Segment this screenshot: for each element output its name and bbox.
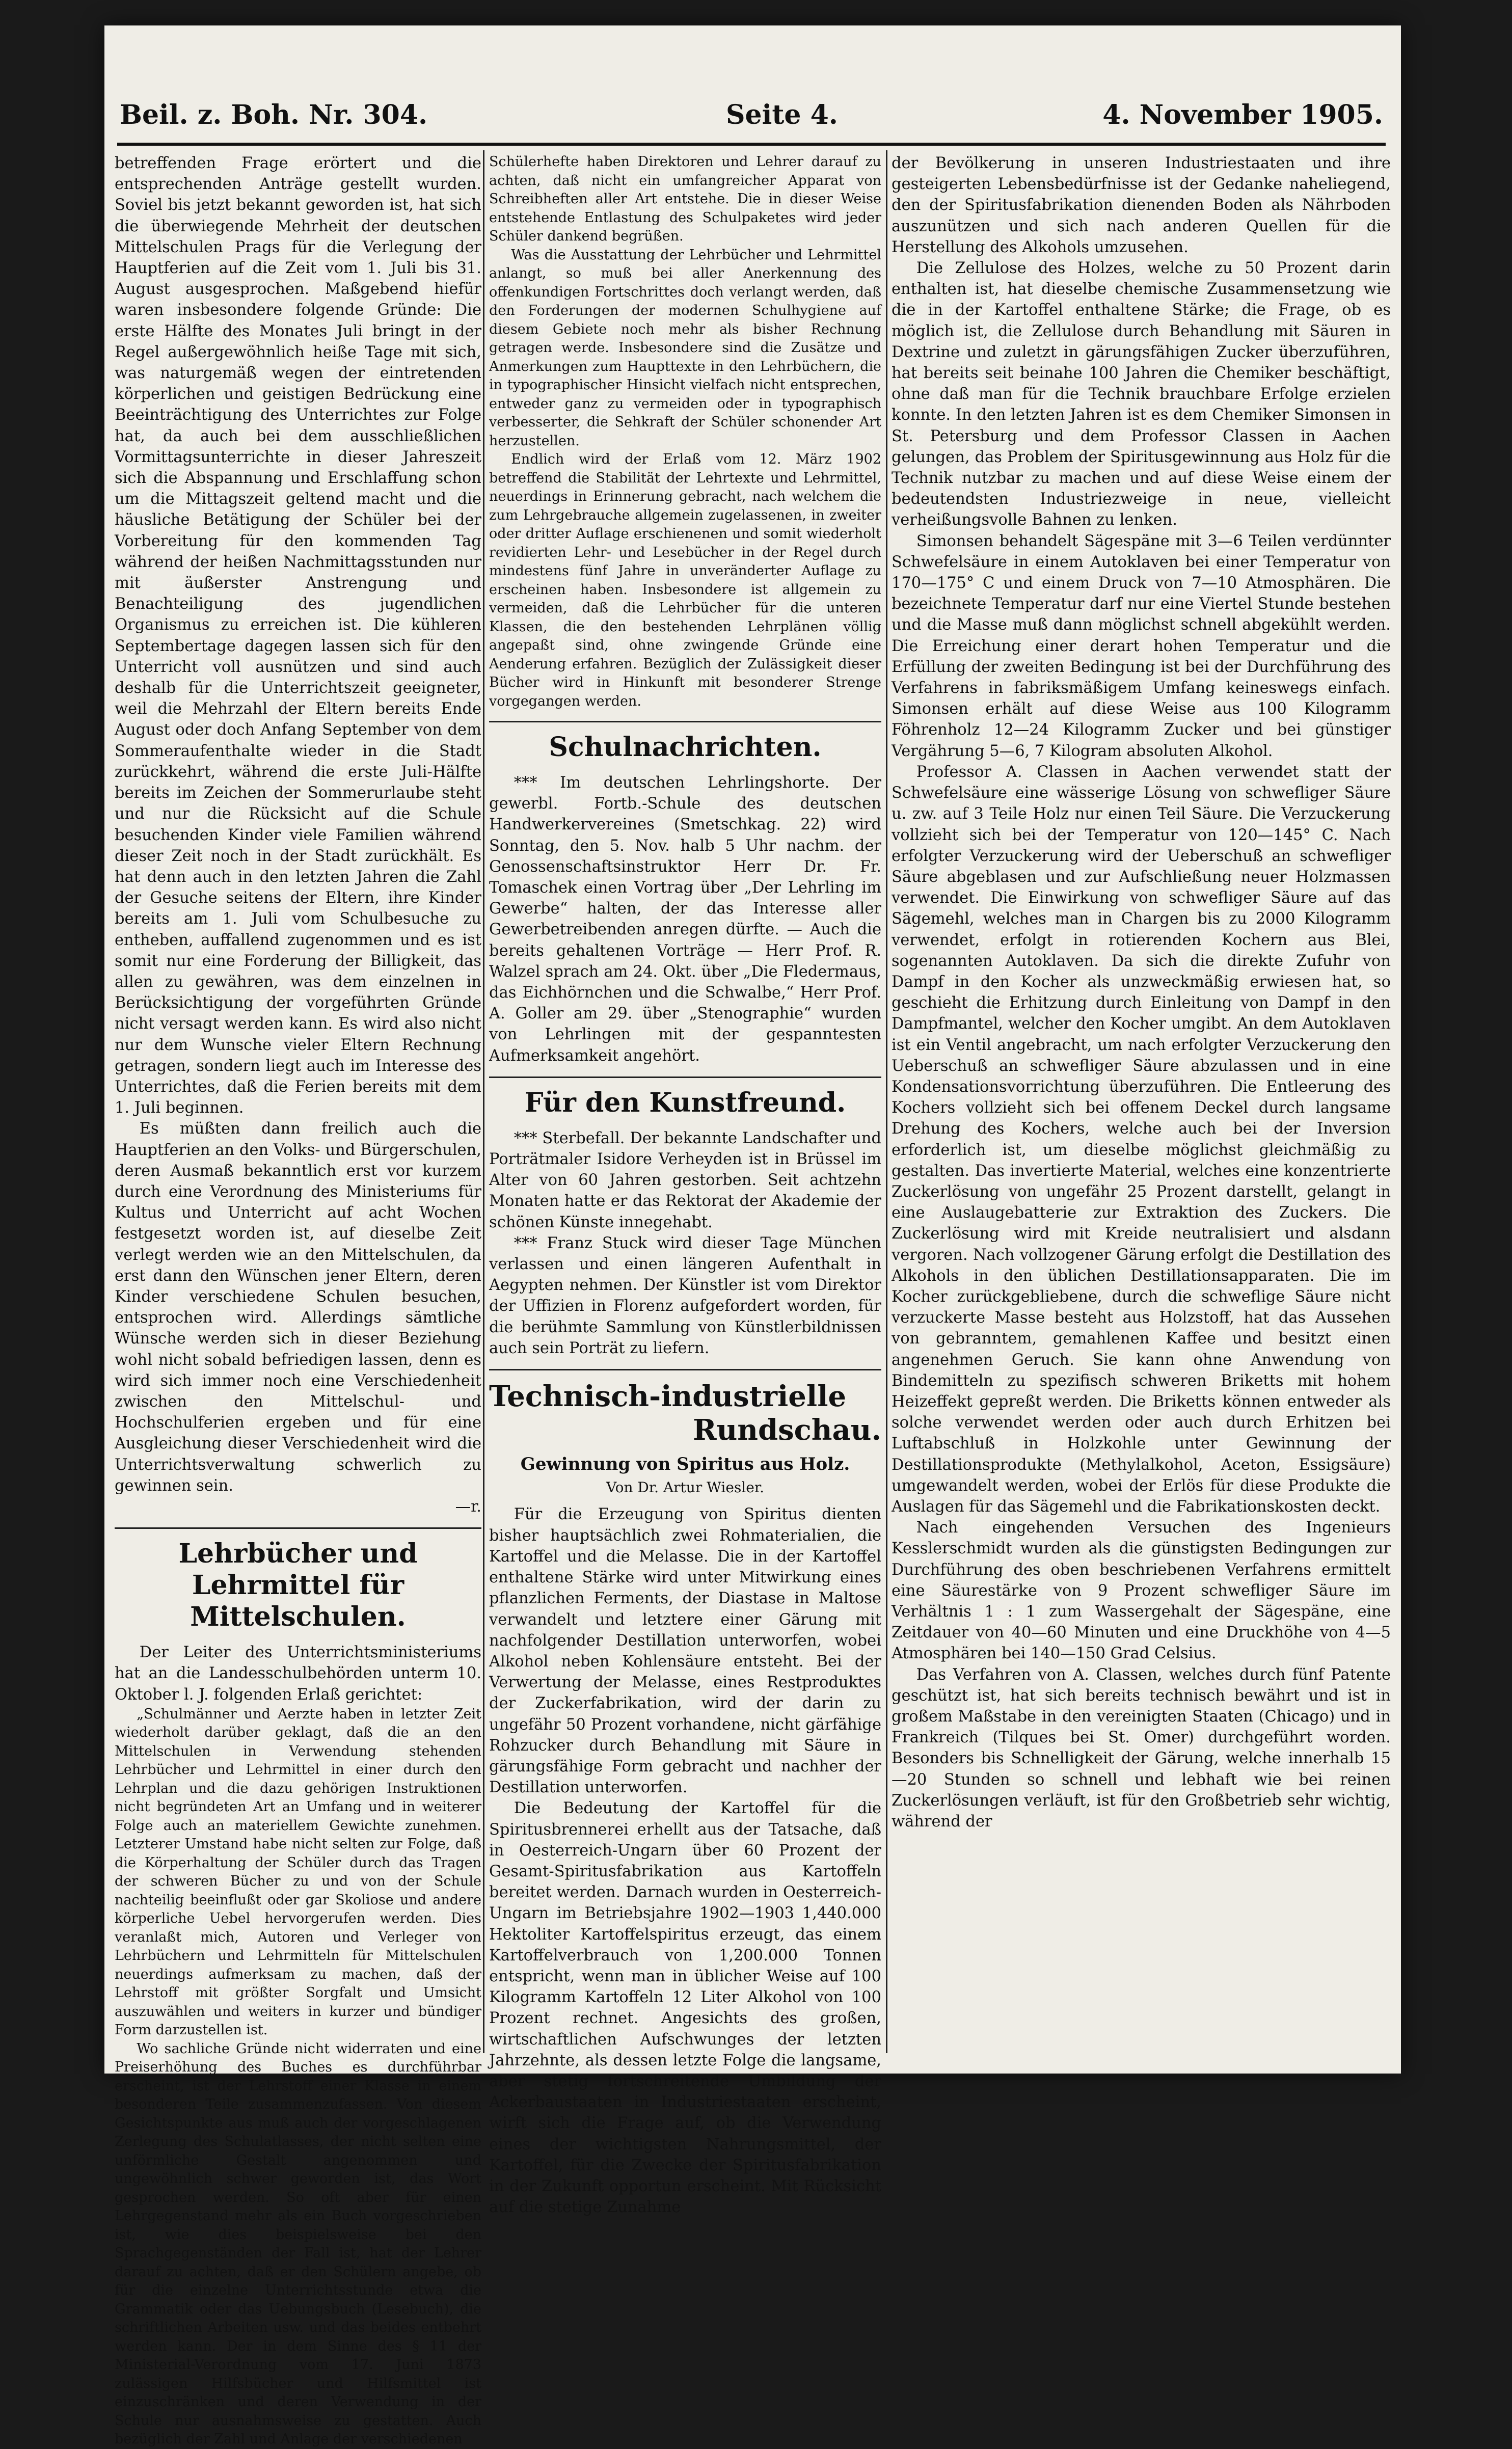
newspaper-page bbox=[104, 25, 1401, 2447]
news-item: *** Im deutschen Lehrlingshorte. Der gewerbl. Fortb.-Schule des deutschen Handwerkervereines (Smetschkag. 22) wird Sonntag, den 5. Nov. halb 5 Uhr nachm. der Genossenschaftsinstruktor Herr Dr. Fr. Tomaschek einen Vortrag über „Der Lehrling im Gewerbe“ halten, der das Interesse aller Gewerbetreibenden anregen dürfte. — Auch die bereits gehaltenen Vorträge — Herr Prof. R. Walzel sprach am 24. Okt. über „Die Fledermaus, das Eichhörnchen und die Schwalbe,“ Herr Prof. A. Goller am 29. über „Stenographie“ wurden von Lehrlingen mit der gespanntesten Aufmerksamkeit angehört. bbox=[489, 774, 881, 1065]
quoted-paragraph: Endlich wird der Erlaß vom 12. März 1902 betreffend die Stabilität der Lehrtexte und Lehrmittel, neuerdings in Erinnerung gebracht, nach welchem die zum Lehrgebrauche allgemein zugelassenen, in zweiter oder dritter Auflage erschienenen und somit wiederholt revidierten Lehr- und Lesebücher in der Regel durch mindestens fünf Jahre in unveränderter Auflage zu erscheinen haben. Insbesondere ist allgemein zu vermeiden, daß die Lehrbücher für die unteren Klassen, die den bestehenden Lehrplänen völlig angepaßt sind, ohne zwingende Gründe eine Aenderung erfahren. Bezüglich der Zulässigkeit dieser Bücher wird in Hinkunft mit besonderer Strenge vorgegangen werden. bbox=[489, 451, 881, 709]
column-divider-2 bbox=[886, 150, 887, 2053]
section-title-line-2: Rundschau. bbox=[693, 1413, 881, 1447]
article-author: Von Dr. Artur Wiesler. bbox=[606, 1479, 765, 1496]
article-paragraph: Das Verfahren von A. Classen, welches durch fünf Patente geschützt ist, hat sich bereits technisch bewährt und ist in großem Maßstabe in den vereinigten Staaten (Chicago) und in Frankreich (Tilques bei St. Omer) durchgeführt worden. Besonders bis Schnelligkeit der Gärung, welche innerhalb 15—20 Stunden so schnell und lebhaft wie bei reinen Zuckerlösungen verläuft, ist für den Großbetrieb sehr wichtig, während der bbox=[892, 1665, 1391, 1831]
section-title-kunstfreund: Für den Kunstfreund. bbox=[524, 1087, 846, 1118]
article-paragraph: der Bevölkerung in unseren Industriestaaten und ihre gesteigerten Lebensbedürfnisse ist der Gedanke naheliegend, den der Spiritusfabrikation dienenden Boden als Nährboden auszunützen und sich nach anderen Quellen für die Herstellung des Alkohols umzusehen. bbox=[892, 154, 1391, 256]
section-divider bbox=[489, 1369, 881, 1370]
header-date: 4. November 1905. bbox=[1102, 99, 1383, 130]
article-paragraph: Professor A. Classen in Aachen verwendet statt der Schwefelsäure eine wässerige Lösung von schwefliger Säure u. zw. auf 3 Teile Holz nur einen Teil Säure. Die Verzuckerung vollzieht sich bei der Temperatur von 120—145° C. Nach erfolgter Verzuckerung wird der Ueberschuß an schwefliger Säure abgeblasen und zur Aufschließung neuer Holzmassen verwendet. Die Einwirkung von schwefliger Säure auf das Sägemehl, welches man in Chargen bis zu 2000 Kilogramm verwendet, erfolgt in rotierenden Kochern aus Blei, sogenannten Autoklaven. Da sich die direkte Zufuhr von Dampf in den Kocher als unzweckmäßig erwiesen hat, so geschieht die Erhitzung durch Einleitung von Dampf in den Dampfmantel, welcher den Kocher umgibt. An dem Autoklaven ist ein Ventil angebracht, um nach erfolgter Verzuckerung den Ueberschuß an schwefliger Säure abzulassen und in eine Kondensationsvorrichtung überzuführen. Die Entleerung des Kochers vollzieht sich bei offenem Deckel durch langsame Drehung des Kochers, welche auch bei der Inversion erforderlich ist, um dieselbe möglichst gleichmäßig zu gestalten. Das invertierte Material, welches eine konzentrierte Zuckerlösung von ungefähr 25 Prozent darstellt, gelangt in eine Auslaugebatterie zur Extraktion des Zuckers. Die Zuckerlösung wird mit Kreide neutralisiert und alsdann vergoren. Nach vollzogener Gärung erfolgt die Destillation des Alkohols in den üblichen Destillationsapparaten. Die im Kocher zurückgebliebene, durch die schweflige Säure nicht verzuckerte Masse besteht aus Holzstoff, hat das Aussehen von gebranntem, gemahlenen Kaffee und besitzt einen angenehmen Geruch. Sie kann ohne Anwendung von Bindemitteln zu spezifisch schweren Briketts mit hohem Heizeffekt gepreßt werden. Die Briketts können entweder als solche verwendet werden oder auch durch Erhitzen bei Luftabschluß in Holzkohle unter Gewinnung der Destillationsprodukte (Methylalkohol, Aceton, Essigsäure) umgewandelt werden, wobei der Erlös für diese Produkte die Auslagen für das Sägemehl und die Fabrikationskosten deckt. bbox=[892, 763, 1391, 1516]
header-issue: Beil. z. Boh. Nr. 304. bbox=[120, 99, 428, 130]
quoted-paragraph: Schülerhefte haben Direktoren und Lehrer darauf zu achten, daß nicht ein umfangreicher Apparat von Schreibheften aller Art entstehe. Die in dieser Weise entstehende Entlastung des Schulpaketes wird jeder Schüler dankend begrüßen. bbox=[489, 154, 881, 244]
news-item: *** Franz Stuck wird dieser Tage München verlassen und einen längeren Aufenthalt in Aegypten nehmen. Der Künstler ist vom Direktor der Uffizien in Florenz aufgefordert worden, für die berühmte Sammlung von Künstlerbildnissen auch sein Porträt zu liefern. bbox=[489, 1234, 881, 1357]
article-paragraph: Die Zellulose des Holzes, welche zu 50 Prozent darin enthalten ist, hat dieselbe chemische Zusammensetzung wie die in der Kartoffel enthaltene Stärke; die Frage, ob es möglich ist, die Zellulose durch Behandlung mit Säuren in Dextrine und zuletzt in gärungsfähigen Zucker überzuführen, hat bereits seit beinahe 100 Jahren die Chemiker beschäftigt, ohne daß man für die Technik brauchbare Erfolge erzielen konnte. In den letzten Jahren ist es dem Chemiker Simonsen in St. Petersburg und dem Professor Classen in Aachen gelungen, das Problem der Spiritusgewinnung aus Holz für die Technik nutzbar zu machen und auf diese Weise einem der bedeutendsten Industriezweige in neue, vielleicht verheißungsvolle Bahnen zu lenken. bbox=[892, 259, 1391, 529]
article-subtitle: Gewinnung von Spiritus aus Holz. bbox=[520, 1454, 850, 1475]
section-title-rundschau bbox=[489, 1380, 881, 1447]
section-divider bbox=[115, 1527, 481, 1529]
column-2 bbox=[489, 153, 881, 2217]
quoted-paragraph: Wo sachliche Gründe nicht widerraten und eine Preiserhöhung des Buches es durchführbar erscheint, ist der Lehrstoff einer Klasse in einem besonderen Teile zusammenzufassen. Von diesem Gesichtspunkte aus muß auch der vorgeschlagenen Zerlegung des Schulatlasses, der nicht selten eine unförmliche Gestalt angenommen und ungewöhnlich schwer geworden ist, das Wort gesprochen werden. So oft aber für einen Lehrgegenstand mehr als ein Buch vorgeschrieben ist, wie dies beispielsweise bei den Sprachgegenständen der Fall ist, hat der Lehrer darauf zu achten, daß er den Schülern angebe, ob für die einzelne Unterrichtsstunde etwa die Grammatik oder das Uebungsbuch (Lesebuch), die schriftlichen Arbeiten usw. und das beides entbehrt werden kann. Der in dem Sinne des § 11 der Ministerial-Verordnung vom 17. Juni 1873 zulässigen Hilfsbücher und Hilfsmittel ist einzuschränken und deren Verwendung in der Schule nur ausnahmsweise zu gestatten. Auch bezüglich der Zahl und Anlage der verschiedenen bbox=[115, 2040, 481, 2447]
section-title-line-1: Technisch-industrielle bbox=[489, 1380, 847, 1414]
article-paragraph: Für die Erzeugung von Spiritus dienten bisher hauptsächlich zwei Rohmaterialien, die Kartoffel und die Melasse. Die in der Kartoffel enthaltene Stärke wird unter Mitwirkung eines pflanzlichen Ferments, der Diastase in Maltose verwandelt und letztere einer Gärung mit nachfolgender Destillation unterworfen, wobei Alkohol neben Kohlensäure entsteht. Bei der Verwertung der Melasse, eines Restproduktes der Zuckerfabrikation, wird der darin zu ungefähr 50 Prozent vorhandene, nicht gärfähige Rohzucker durch Behandlung mit Säure in gärungsfähige Form gebracht und nachher der Destillation unterworfen. bbox=[489, 1505, 881, 1797]
quoted-paragraph: Was die Ausstattung der Lehrbücher und Lehrmittel anlangt, so muß bei aller Anerkennung des offenkundigen Fortschrittes doch verlangt werden, daß den Forderungen der modernen Schulhygiene auf diesem Gebiete noch mehr als bisher Rechnung getragen werde. Insbesondere sind die Zusätze und Anmerkungen zum Haupttexte in den Lehrbüchern, die in typographischer Hinsicht vielfach nicht entsprechen, entweder ganz zu vermeiden oder in typographisch verbesserter, die Sehkraft der Schüler schonender Art herzustellen. bbox=[489, 247, 881, 449]
column-divider-1 bbox=[483, 150, 484, 2053]
column-1 bbox=[115, 153, 481, 2447]
article-paragraph: Es müßten dann freilich auch die Hauptferien an den Volks- und Bürgerschulen, deren Ausmaß bekanntlich erst vor kurzem durch eine Verordnung des Ministeriums für Kultus und Unterricht auf acht Wochen festgesetzt worden ist, auf dieselbe Zeit verlegt werden wie an den Mittelschulen, da erst dann den Wünschen jener Eltern, deren Kinder verschiedene Schulen besuchen, entsprochen wird. Allerdings sämtliche Wünsche werden sich in dieser Beziehung wohl nicht sobald befriedigen lassen, denn es wird sich immer noch eine Verschiedenheit zwischen den Mittelschul- und Hochschulferien ergeben und für eine Ausgleichung dieser Verschiedenheit wird die Unterrichtsverwaltung schwerlich zu gewinnen sein. bbox=[115, 1120, 481, 1495]
quoted-paragraph: „Schulmänner und Aerzte haben in letzter Zeit wiederholt darüber geklagt, daß die an den Mittelschulen in Verwendung stehenden Lehrbücher und Lehrmittel in einer durch den Lehrplan und die dazu gehörigen Instruktionen nicht begründeten Art an Umfang und in weiterer Folge auch an materiellem Gewichte zunehmen. Letzterer Umstand habe nicht selten zur Folge, daß die Körperhaltung der Schüler durch das Tragen der schweren Bücher zu und von der Schule nachteilig beeinflußt oder gar Skoliose und andere körperliche Uebel hervorgerufen werden. Dies veranlaßt mich, Autoren und Verleger von Lehrbüchern und Lehrmitteln für Mittelschulen neuerdings aufmerksam zu machen, daß der Lehrstoff mit größter Sorgfalt und Umsicht auszuwählen und weiters in kurzer und bündiger Form darzustellen ist. bbox=[115, 1706, 481, 2038]
article-paragraph: Simonsen behandelt Sägespäne mit 3—6 Teilen verdünnter Schwefelsäure in einem Autoklaven bei einer Temperatur von 170—175° C und einem Druck von 7—10 Atmosphären. Die bezeichnete Temperatur darf nur eine Viertel Stunde bestehen und die Masse muß dann möglichst schnell abgekühlt werden. Die Erreichung einer derart hohen Temperatur und die Erfüllung der zweiten Bedingung ist bei der Durchführung des Verfahrens in fabriksmäßigem Umfang keineswegs einfach. Simonsen erhält auf diese Weise aus 100 Kilogramm Föhrenholz 12—24 Kilogramm Zucker und bei günstiger Vergährung 5—6, 7 Kilogram absoluten Alkohol. bbox=[892, 532, 1391, 760]
section-title-lehrbuecher: Lehrbücher und Lehrmittel für Mittelschulen. bbox=[178, 1538, 418, 1633]
header-rule bbox=[117, 143, 1386, 146]
article-paragraph: Die Bedeutung der Kartoffel für die Spiritusbrennerei erhellt aus der Tatsache, daß in Oesterreich-Ungarn über 60 Prozent der Gesamt-Spiritusfabrikation aus Kartoffeln bereitet werden. Darnach wurden in Oesterreich-Ungarn im Betriebsjahre 1902—1903 1,440.000 Hektoliter Kartoffelspiritus erzeugt, das einem Kartoffelverbrauch von 1,200.000 Tonnen entspricht, wenn man in üblicher Weise auf 100 Kilogramm Kartoffeln 12 Liter Alkohol von 100 Prozent rechnet. Angesichts des großen, wirtschaftlichen Aufschwunges der letzten Jahrzehnte, als dessen letzte Folge die langsame, aber stetig fortschreitende Umbildung der Ackerbaustaaten in Industriestaaten erscheint, wirft sich die Frage auf, ob die Verwendung eines der wichtigsten Nahrungsmittel, der Kartoffel, für die Zwecke der Spiritusfabrikation in der Zukunft opportun erscheint. Mit Rücksicht auf die stetige Zunahme bbox=[489, 1799, 881, 2217]
article-signature: —r. bbox=[455, 1498, 481, 1516]
page-header bbox=[120, 99, 1383, 140]
article-paragraph: betreffenden Frage erörtert und die entsprechenden Anträge gestellt wurden. Soviel bis jetzt bekannt geworden ist, hat sich die überwiegende Mehrheit der deutschen Mittelschulen Prags für die Verlegung der Hauptferien auf die Zeit vom 1. Juli bis 31. August ausgesprochen. Maßgebend hiefür waren insbesondere folgende Gründe: Die erste Hälfte des Monates Juli bringt in der Regel außergewöhnlich heiße Tage mit sich, was naturgemäß wegen der eintretenden körperlichen und geistigen Bedrückung eine Beeinträchtigung des Unterrichtes zur Folge hat, da auch bei dem ausschließlichen Vormittagsunterrichte in dieser Jahreszeit sich die Abspannung und Erschlaffung schon um die Mittagszeit geltend macht und die häusliche Betätigung der Schüler bei der Vorbereitung für den kommenden Tag während der heißen Nachmittagsstunden nur mit äußerster Anstrengung und Benachteiligung des jugendlichen Organismus zu erreichen ist. Die kühleren Septembertage dagegen lassen sich für den Unterricht voll ausnützen und sind auch deshalb für die Unterrichtszeit geeigneter, weil die Mehrzahl der Eltern bereits Ende August oder doch Anfang September von dem Sommeraufenthalte wieder in die Stadt zurückkehrt, während die erste Juli-Hälfte bereits im Zeichen der Sommerurlaube steht und nur die Rücksicht auf die Schule besuchenden Kinder viele Familien während dieser Zeit noch in der Stadt zurückhält. Es hat denn auch in den letzten Jahren die Zahl der Gesuche seitens der Eltern, ihre Kinder bereits am 1. Juli vom Schulbesuche zu entheben, auffallend zugenommen und es ist somit nur eine Forderung der Billigkeit, das allen zu gewähren, was dem einzelnen in Berücksichtigung der vorgeführten Gründe nicht versagt werden kann. Es wird also nicht nur dem Wunsche vieler Eltern Rechnung getragen, sondern liegt auch im Interesse des Unterrichtes, daß die Ferien bereits mit dem 1. Juli beginnen. bbox=[115, 154, 481, 1117]
column-3 bbox=[892, 153, 1391, 2056]
article-paragraph: Nach eingehenden Versuchen des Ingenieurs Kesslerschmidt wurden als die günstigsten Bedingungen zur Durchführung des oben beschriebenen Verfahrens ermittelt eine Säurestärke von 9 Prozent schwefliger Säure im Verhältnis 1 : 1 zum Wassergehalt der Sägespäne, eine Zeitdauer von 40—60 Minuten und eine Druckhöhe von 4—5 Atmosphären bei 140—150 Grad Celsius. bbox=[892, 1519, 1391, 1663]
section-title-schulnachrichten: Schulnachrichten. bbox=[549, 732, 822, 763]
news-item: *** Sterbefall. Der bekannte Landschafter und Porträtmaler Isidore Verheyden ist in Brüssel im Alter von 60 Jahren gestorben. Seit achtzehn Monaten hatte er das Rektorat der Akademie der schönen Künste innegehabt. bbox=[489, 1129, 881, 1231]
article-paragraph: Der Leiter des Unterrichtsministeriums hat an die Landesschulbehörden unterm 10. Oktober l. J. folgenden Erlaß gerichtet: bbox=[115, 1644, 481, 1704]
header-page-number: Seite 4. bbox=[726, 99, 838, 130]
section-divider bbox=[489, 721, 881, 722]
section-divider bbox=[489, 1077, 881, 1078]
